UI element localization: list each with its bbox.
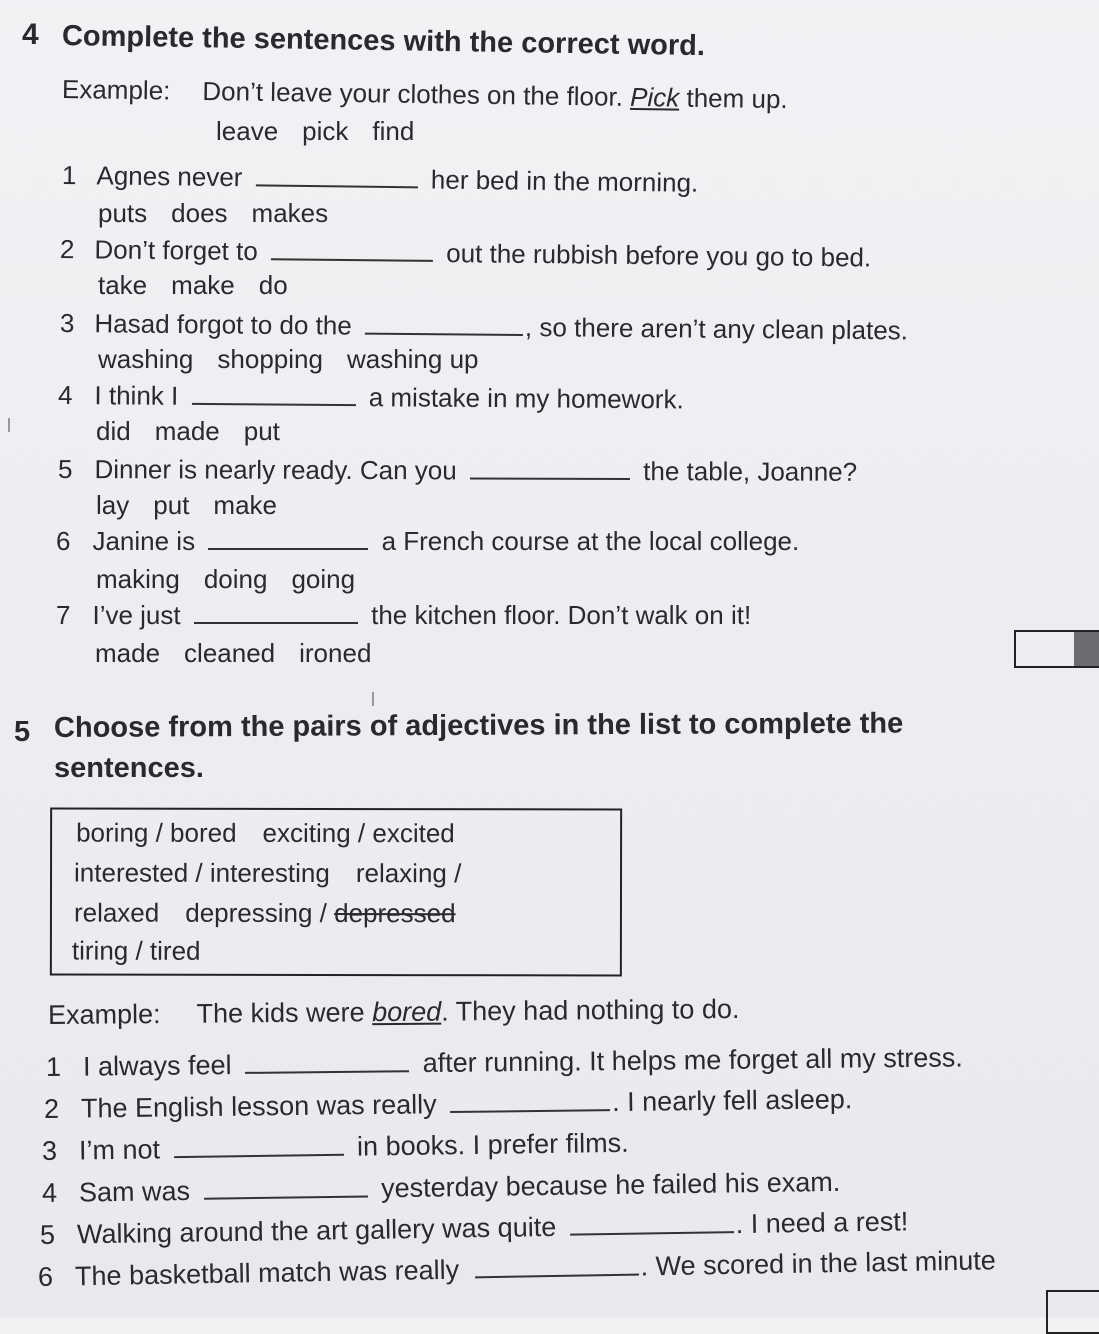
adjective-word-box: [50, 808, 622, 977]
option: put: [153, 490, 190, 520]
option: leave: [216, 116, 279, 146]
answer-blank[interactable]: [208, 548, 368, 550]
answer-blank[interactable]: [470, 477, 630, 480]
option: made: [154, 416, 220, 446]
item-text-before: Dinner is nearly ready. Can you: [94, 454, 457, 486]
item-text-before: Walking around the art gallery was quite: [76, 1211, 557, 1250]
answer-blank[interactable]: [570, 1231, 734, 1236]
exercise-4-number: 4: [22, 18, 39, 51]
item-number: 6: [37, 1261, 54, 1292]
exercise-4-title: Complete the sentences with the correct word.: [61, 20, 706, 63]
word-pair: tiring / tired: [71, 935, 201, 966]
item-text-before: I’m not: [78, 1134, 161, 1166]
ex5-item-2: [44, 1084, 853, 1125]
item-text-before: Don’t forget to: [94, 234, 258, 267]
item-text-after: yesterday because he failed his exam.: [380, 1166, 841, 1204]
option: pick: [302, 116, 349, 146]
item-number: 1: [45, 1051, 62, 1082]
option: make: [213, 490, 277, 520]
word-box-line-4: [72, 936, 201, 967]
exercise-5-title-line-2: sentences.: [54, 752, 204, 784]
example-sentence-end: . They had nothing to do.: [441, 993, 740, 1027]
ex5-item-5: [40, 1206, 909, 1251]
ex4-item-3: [60, 308, 908, 346]
item-number: 7: [56, 600, 71, 630]
option: ironed: [299, 638, 372, 668]
ex5-item-3: [42, 1128, 629, 1167]
answer-blank[interactable]: [475, 1274, 639, 1279]
option: puts: [98, 198, 148, 228]
item-text-after: . I need a rest!: [735, 1206, 909, 1240]
ex4-item-4-options: [96, 416, 304, 447]
item-text-before: The basketball match was really: [74, 1254, 460, 1292]
ex4-item-6-options: [96, 564, 379, 595]
option: lay: [96, 490, 130, 520]
option: put: [243, 416, 280, 446]
example-label: Example:: [61, 74, 171, 106]
item-number: 2: [59, 234, 75, 265]
score-box-shaded-cell: [1074, 632, 1099, 666]
item-text-before: I’ve just: [92, 600, 181, 630]
item-text-after: in books. I prefer films.: [356, 1127, 629, 1162]
exercise-5-example: [48, 994, 740, 1031]
item-text-before: Sam was: [78, 1175, 191, 1208]
item-text-before: Janine is: [92, 526, 196, 556]
option: makes: [251, 198, 329, 228]
option: make: [171, 270, 235, 300]
item-text-before: The English lesson was really: [80, 1089, 437, 1124]
answer-blank[interactable]: [191, 403, 355, 406]
option: cleaned: [184, 638, 276, 668]
item-text-after: the table, Joanne?: [643, 456, 858, 487]
option: find: [372, 116, 415, 146]
item-number: 2: [43, 1093, 60, 1124]
item-text-after: out the rubbish before you go to bed.: [446, 238, 872, 273]
option: take: [98, 270, 148, 300]
option: going: [291, 564, 356, 594]
option: doing: [203, 564, 268, 594]
option: shopping: [217, 344, 323, 374]
answer-blank[interactable]: [256, 184, 418, 188]
example-sentence-end: them up.: [679, 82, 788, 115]
option: washing: [98, 344, 194, 374]
word-pair: relaxed: [73, 897, 160, 928]
option: do: [258, 270, 288, 300]
example-sentence-start: Don’t leave your clothes on the floor.: [202, 75, 631, 112]
item-text-after: the kitchen floor. Don’t walk on it!: [371, 600, 752, 630]
word-box-line-2: [74, 858, 461, 890]
ex4-item-6: [56, 526, 799, 557]
answer-blank[interactable]: [245, 1070, 409, 1074]
word-pair: boring / bored: [76, 817, 237, 848]
ex4-item-7: [56, 600, 751, 631]
option: making: [96, 564, 180, 594]
example-sentence-start: The kids were: [196, 997, 373, 1029]
ex4-item-3-options: [98, 344, 503, 375]
score-box-partial: [1046, 1290, 1099, 1334]
exercise-5-number: 5: [14, 716, 31, 748]
item-text-after: . I nearly fell asleep.: [611, 1084, 853, 1118]
ex4-item-2: [60, 234, 872, 273]
example-options: [216, 116, 438, 147]
ex4-item-7-options: [95, 638, 395, 669]
exercise-5-title-line-1: Choose from the pairs of adjectives in the list to complete the: [53, 707, 904, 744]
example-answer: Pick: [629, 81, 680, 113]
answer-blank[interactable]: [271, 258, 433, 262]
option: washing up: [346, 344, 479, 374]
example-answer: bored: [371, 996, 442, 1028]
score-box: [1014, 630, 1099, 668]
answer-blank[interactable]: [174, 1154, 344, 1158]
item-number: 1: [61, 160, 77, 191]
word-box-line-3: [74, 898, 456, 930]
item-text-after: a mistake in my homework.: [368, 382, 684, 415]
option: did: [96, 416, 131, 446]
item-text-after: . We scored in the last minute: [640, 1245, 996, 1282]
ex4-item-1: [62, 160, 699, 199]
item-number: 4: [41, 1177, 58, 1208]
word-pair: exciting / excited: [262, 817, 455, 849]
example-label: Example:: [47, 999, 161, 1030]
option: does: [171, 198, 228, 228]
ex4-item-5: [58, 454, 857, 488]
item-text-before: Hasad forgot to do the: [94, 308, 352, 341]
item-text-before: I always feel: [82, 1050, 232, 1082]
item-number: 6: [56, 526, 71, 556]
word-pair: interested / interesting: [74, 857, 330, 888]
word-pair: depressing /: [185, 897, 327, 928]
item-text-after: her bed in the morning.: [430, 164, 699, 198]
ex4-item-5-options: [96, 490, 301, 521]
answer-blank[interactable]: [365, 333, 523, 336]
ex5-item-4: [42, 1167, 841, 1209]
item-number: 4: [57, 380, 73, 411]
item-number: 5: [57, 454, 73, 485]
ex5-item-1: [46, 1042, 963, 1083]
exercise-4-example: [62, 74, 788, 115]
word-pair: relaxing /: [355, 858, 462, 889]
ex4-item-2-options: [98, 270, 312, 301]
item-text-after: after running. It helps me forget all my stress.: [422, 1042, 963, 1079]
item-text-before: Agnes never: [96, 160, 243, 193]
ex4-item-4: [58, 380, 684, 415]
item-number: 5: [39, 1219, 56, 1250]
item-text-before: I think I: [94, 380, 179, 411]
crossed-out-word: depressed: [334, 897, 456, 929]
ex5-item-6: [38, 1245, 996, 1293]
answer-blank[interactable]: [204, 1195, 368, 1199]
item-number: 3: [41, 1135, 58, 1166]
ex4-item-1-options: [98, 198, 352, 229]
margin-mark: [372, 692, 374, 706]
item-text-after: , so there aren’t any clean plates.: [524, 312, 909, 346]
margin-mark: [8, 418, 10, 432]
option: made: [95, 638, 161, 668]
item-text-after: a French course at the local college.: [381, 526, 800, 556]
answer-blank[interactable]: [450, 1109, 610, 1113]
answer-blank[interactable]: [194, 622, 358, 624]
word-box-line-1: [76, 818, 455, 850]
item-number: 3: [59, 308, 75, 339]
